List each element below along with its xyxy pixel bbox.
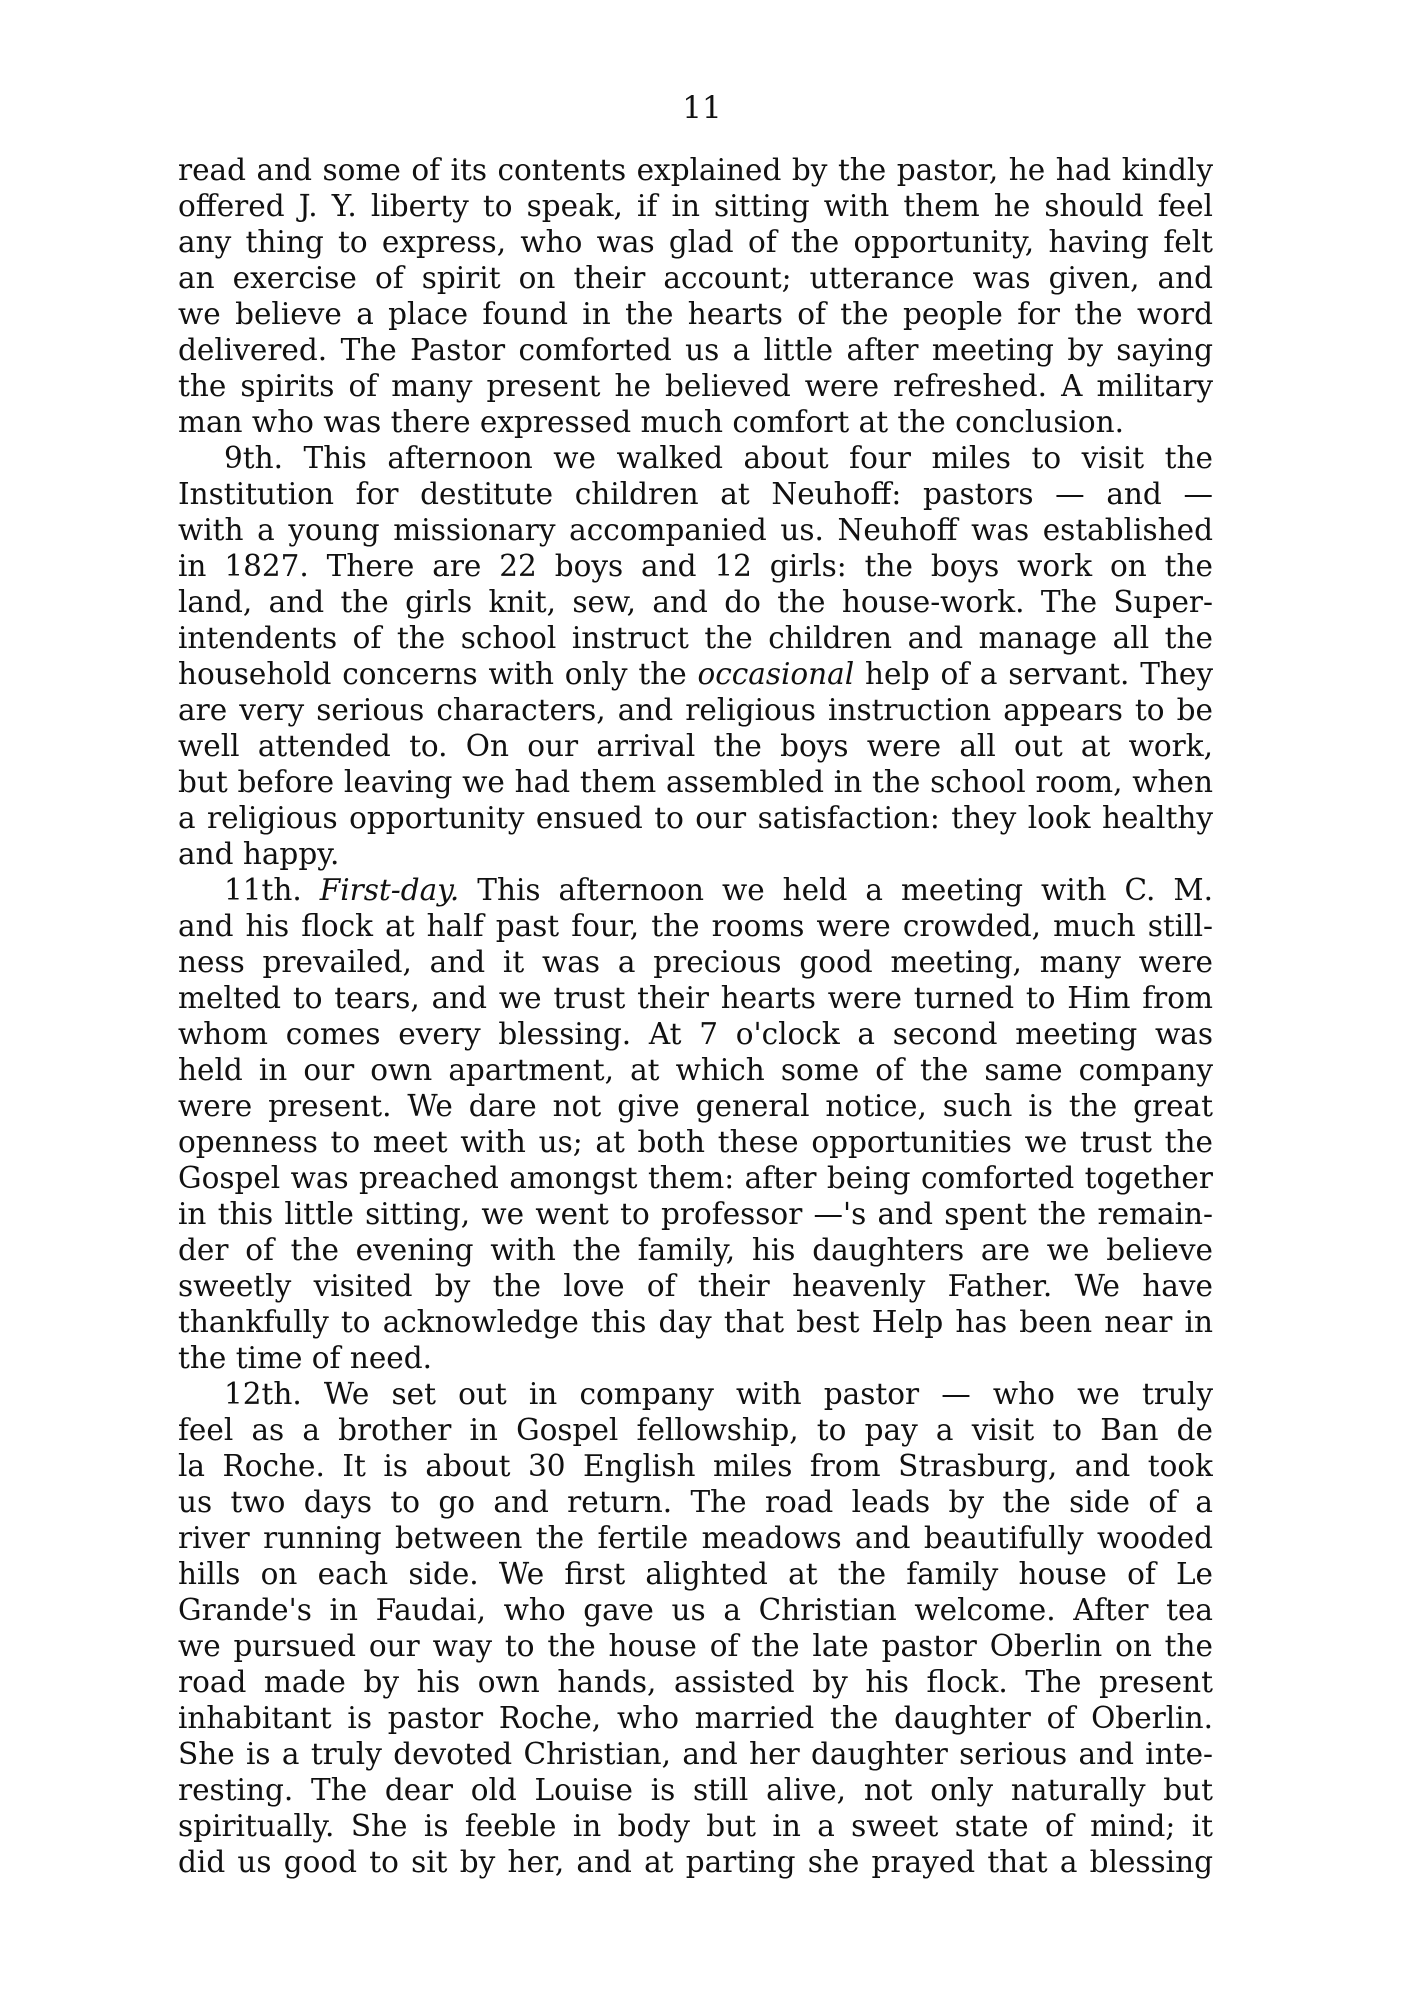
text-line: household concerns with only the occasional help of a servant. They: [178, 657, 1213, 691]
italic-phrase: occasional: [697, 657, 855, 691]
text-line: and happy.: [178, 837, 340, 871]
text-line: melted to tears, and we trust their hearts were turned to Him from: [178, 981, 1213, 1015]
text-line: in 1827. There are 22 boys and 12 girls: the boys work on the: [178, 549, 1213, 583]
text-line: hills on each side. We first alighted at the family house of Le: [178, 1557, 1213, 1591]
text-line: but before leaving we had them assembled in the school room, when: [178, 765, 1213, 799]
text-line: road made by his own hands, assisted by his flock. The present: [178, 1665, 1213, 1699]
text-line: a religious opportunity ensued to our satisfaction: they look healthy: [178, 801, 1213, 835]
text-line: us two days to go and return. The road leads by the side of a: [178, 1485, 1213, 1519]
text-line: held in our own apartment, at which some of the same company: [178, 1053, 1213, 1087]
text-line: la Roche. It is about 30 English miles from Strasburg, and took: [178, 1449, 1213, 1483]
text-line: openness to meet with us; at both these opportunities we trust the: [178, 1125, 1213, 1159]
text-line: resting. The dear old Louise is still alive, not only naturally but: [178, 1773, 1213, 1807]
text-line: well attended to. On our arrival the boys were all out at work,: [178, 729, 1213, 763]
text-line: She is a truly devoted Christian, and her daughter serious and inte-: [178, 1737, 1213, 1771]
text-line: were present. We dare not give general notice, such is the great: [178, 1089, 1213, 1123]
text-line: in this little sitting, we went to professor —'s and spent the remain-: [178, 1197, 1213, 1231]
body-text: [178, 152, 1213, 1880]
text-line: Institution for destitute children at Neuhoff: pastors — and —: [178, 477, 1213, 511]
text-line: did us good to sit by her, and at parting she prayed that a blessing: [178, 1845, 1213, 1879]
text-line: Gospel was preached amongst them: after being comforted together: [178, 1161, 1213, 1195]
text-line: der of the evening with the family, his daughters are we believe: [178, 1233, 1213, 1267]
text-line: are very serious characters, and religious instruction appears to be: [178, 693, 1213, 727]
text-line: we believe a place found in the hearts of the people for the word: [178, 297, 1213, 331]
text-line: ness prevailed, and it was a precious good meeting, many were: [178, 945, 1213, 979]
text-line: 9th. This afternoon we walked about four miles to visit the: [224, 441, 1213, 475]
page-number: 11: [682, 90, 722, 126]
text-line: feel as a brother in Gospel fellowship, to pay a visit to Ban de: [178, 1413, 1213, 1447]
text-line: sweetly visited by the love of their heavenly Father. We have: [178, 1269, 1213, 1303]
text-line: 12th. We set out in company with pastor — who we truly: [224, 1377, 1213, 1411]
text-line: we pursued our way to the house of the late pastor Oberlin on the: [178, 1629, 1213, 1663]
text-line: the spirits of many present he believed were refreshed. A military: [178, 369, 1213, 403]
text-line: read and some of its contents explained by the pastor, he had kindly: [178, 153, 1213, 187]
text-line: any thing to express, who was glad of the opportunity, having felt: [178, 225, 1213, 259]
text-line: with a young missionary accompanied us. Neuhoff was established: [178, 513, 1213, 547]
text-line: land, and the girls knit, sew, and do the house-work. The Super-: [178, 585, 1213, 619]
text-line: inhabitant is pastor Roche, who married the daughter of Oberlin.: [178, 1701, 1213, 1735]
text-line: man who was there expressed much comfort at the conclusion.: [178, 405, 1125, 439]
text-line: intendents of the school instruct the children and manage all the: [178, 621, 1213, 655]
text-line: the time of need.: [178, 1341, 433, 1375]
text-line: thankfully to acknowledge this day that best Help has been near in: [178, 1305, 1213, 1339]
text-line: 11th. First-day. This afternoon we held a meeting with C. M.: [224, 873, 1213, 907]
text-line: an exercise of spirit on their account; utterance was given, and: [178, 261, 1213, 295]
text-line: Grande's in Faudai, who gave us a Christian welcome. After tea: [178, 1593, 1213, 1627]
italic-phrase: First-day.: [319, 873, 460, 907]
text-line: river running between the fertile meadows and beautifully wooded: [178, 1521, 1213, 1555]
text-line: delivered. The Pastor comforted us a little after meeting by saying: [178, 333, 1213, 367]
text-line: and his flock at half past four, the rooms were crowded, much still-: [178, 909, 1213, 943]
text-line: offered J. Y. liberty to speak, if in sitting with them he should feel: [178, 189, 1213, 223]
text-line: spiritually. She is feeble in body but in a sweet state of mind; it: [178, 1809, 1213, 1843]
text-line: whom comes every blessing. At 7 o'clock a second meeting was: [178, 1017, 1213, 1051]
